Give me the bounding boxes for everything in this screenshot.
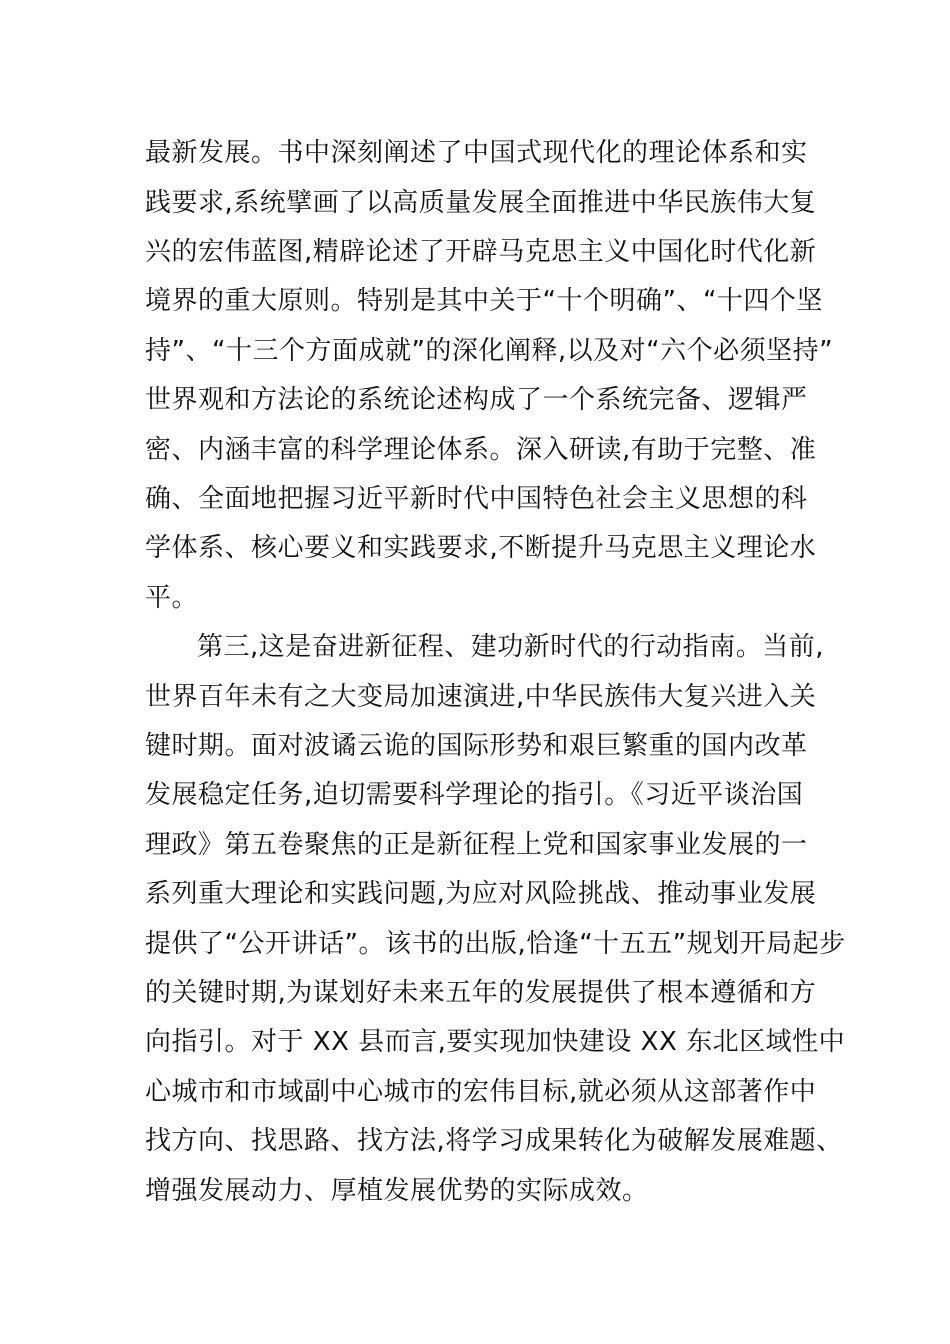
text-line: 平。 [145, 583, 199, 613]
text-line: 世界观和方法论的系统论述构成了一个系统完备、逻辑严 [145, 385, 808, 415]
text-line: 密、内涵丰富的科学理论体系。深入研读,有助于完整、准 [145, 435, 817, 465]
text-line: 践要求,系统擘画了以高质量发展全面推进中华民族伟大复 [145, 188, 817, 218]
text-line: 境界的重大原则。特别是其中关于“十个明确”、“十四个坚 [145, 286, 823, 316]
text-line: 找方向、找思路、找方法,将学习成果转化为破解发展难题、 [145, 1126, 843, 1156]
text-line: 兴的宏伟蓝图,精辟论述了开辟马克思主义中国化时代化新 [145, 237, 817, 267]
text-line: 键时期。面对波谲云诡的国际形势和艰巨繁重的国内改革 [145, 731, 808, 761]
paragraph-first-line: 第三,这是奋进新征程、建功新时代的行动指南。当前, [197, 632, 825, 662]
text-line: 增强发展动力、厚植发展优势的实际成效。 [145, 1176, 649, 1206]
text-line: 系列重大理论和实践问题,为应对风险挑战、推动事业发展 [145, 879, 817, 909]
text-line: 世界百年未有之大变局加速演进,中华民族伟大复兴进入关 [145, 682, 817, 712]
text-line: 发展稳定任务,迫切需要科学理论的指引。《习近平谈治国 [145, 780, 804, 810]
text-line: 学体系、核心要义和实践要求,不断提升马克思主义理论水 [145, 533, 817, 563]
text-line: 最新发展。书中深刻阐述了中国式现代化的理论体系和实 [145, 138, 808, 168]
text-line: 持”、“十三个方面成就”的深化阐释,以及对“六个必须坚持” [145, 336, 834, 366]
text-line: 理政》第五卷聚焦的正是新征程上党和国家事业发展的一 [145, 830, 808, 860]
text-line: 确、全面地把握习近平新时代中国特色社会主义思想的科 [145, 484, 808, 514]
text-line: 向指引。对于 XX 县而言,要实现加快建设 XX 东北区域性中 [145, 1027, 846, 1057]
text-line: 的关键时期,为谋划好未来五年的发展提供了根本遵循和方 [145, 978, 817, 1008]
text-line: 心城市和市域副中心城市的宏伟目标,就必须从这部著作中 [145, 1077, 817, 1107]
text-line: 提供了“公开讲话”。该书的出版,恰逢“十五五”规划开局起步 [145, 929, 846, 959]
